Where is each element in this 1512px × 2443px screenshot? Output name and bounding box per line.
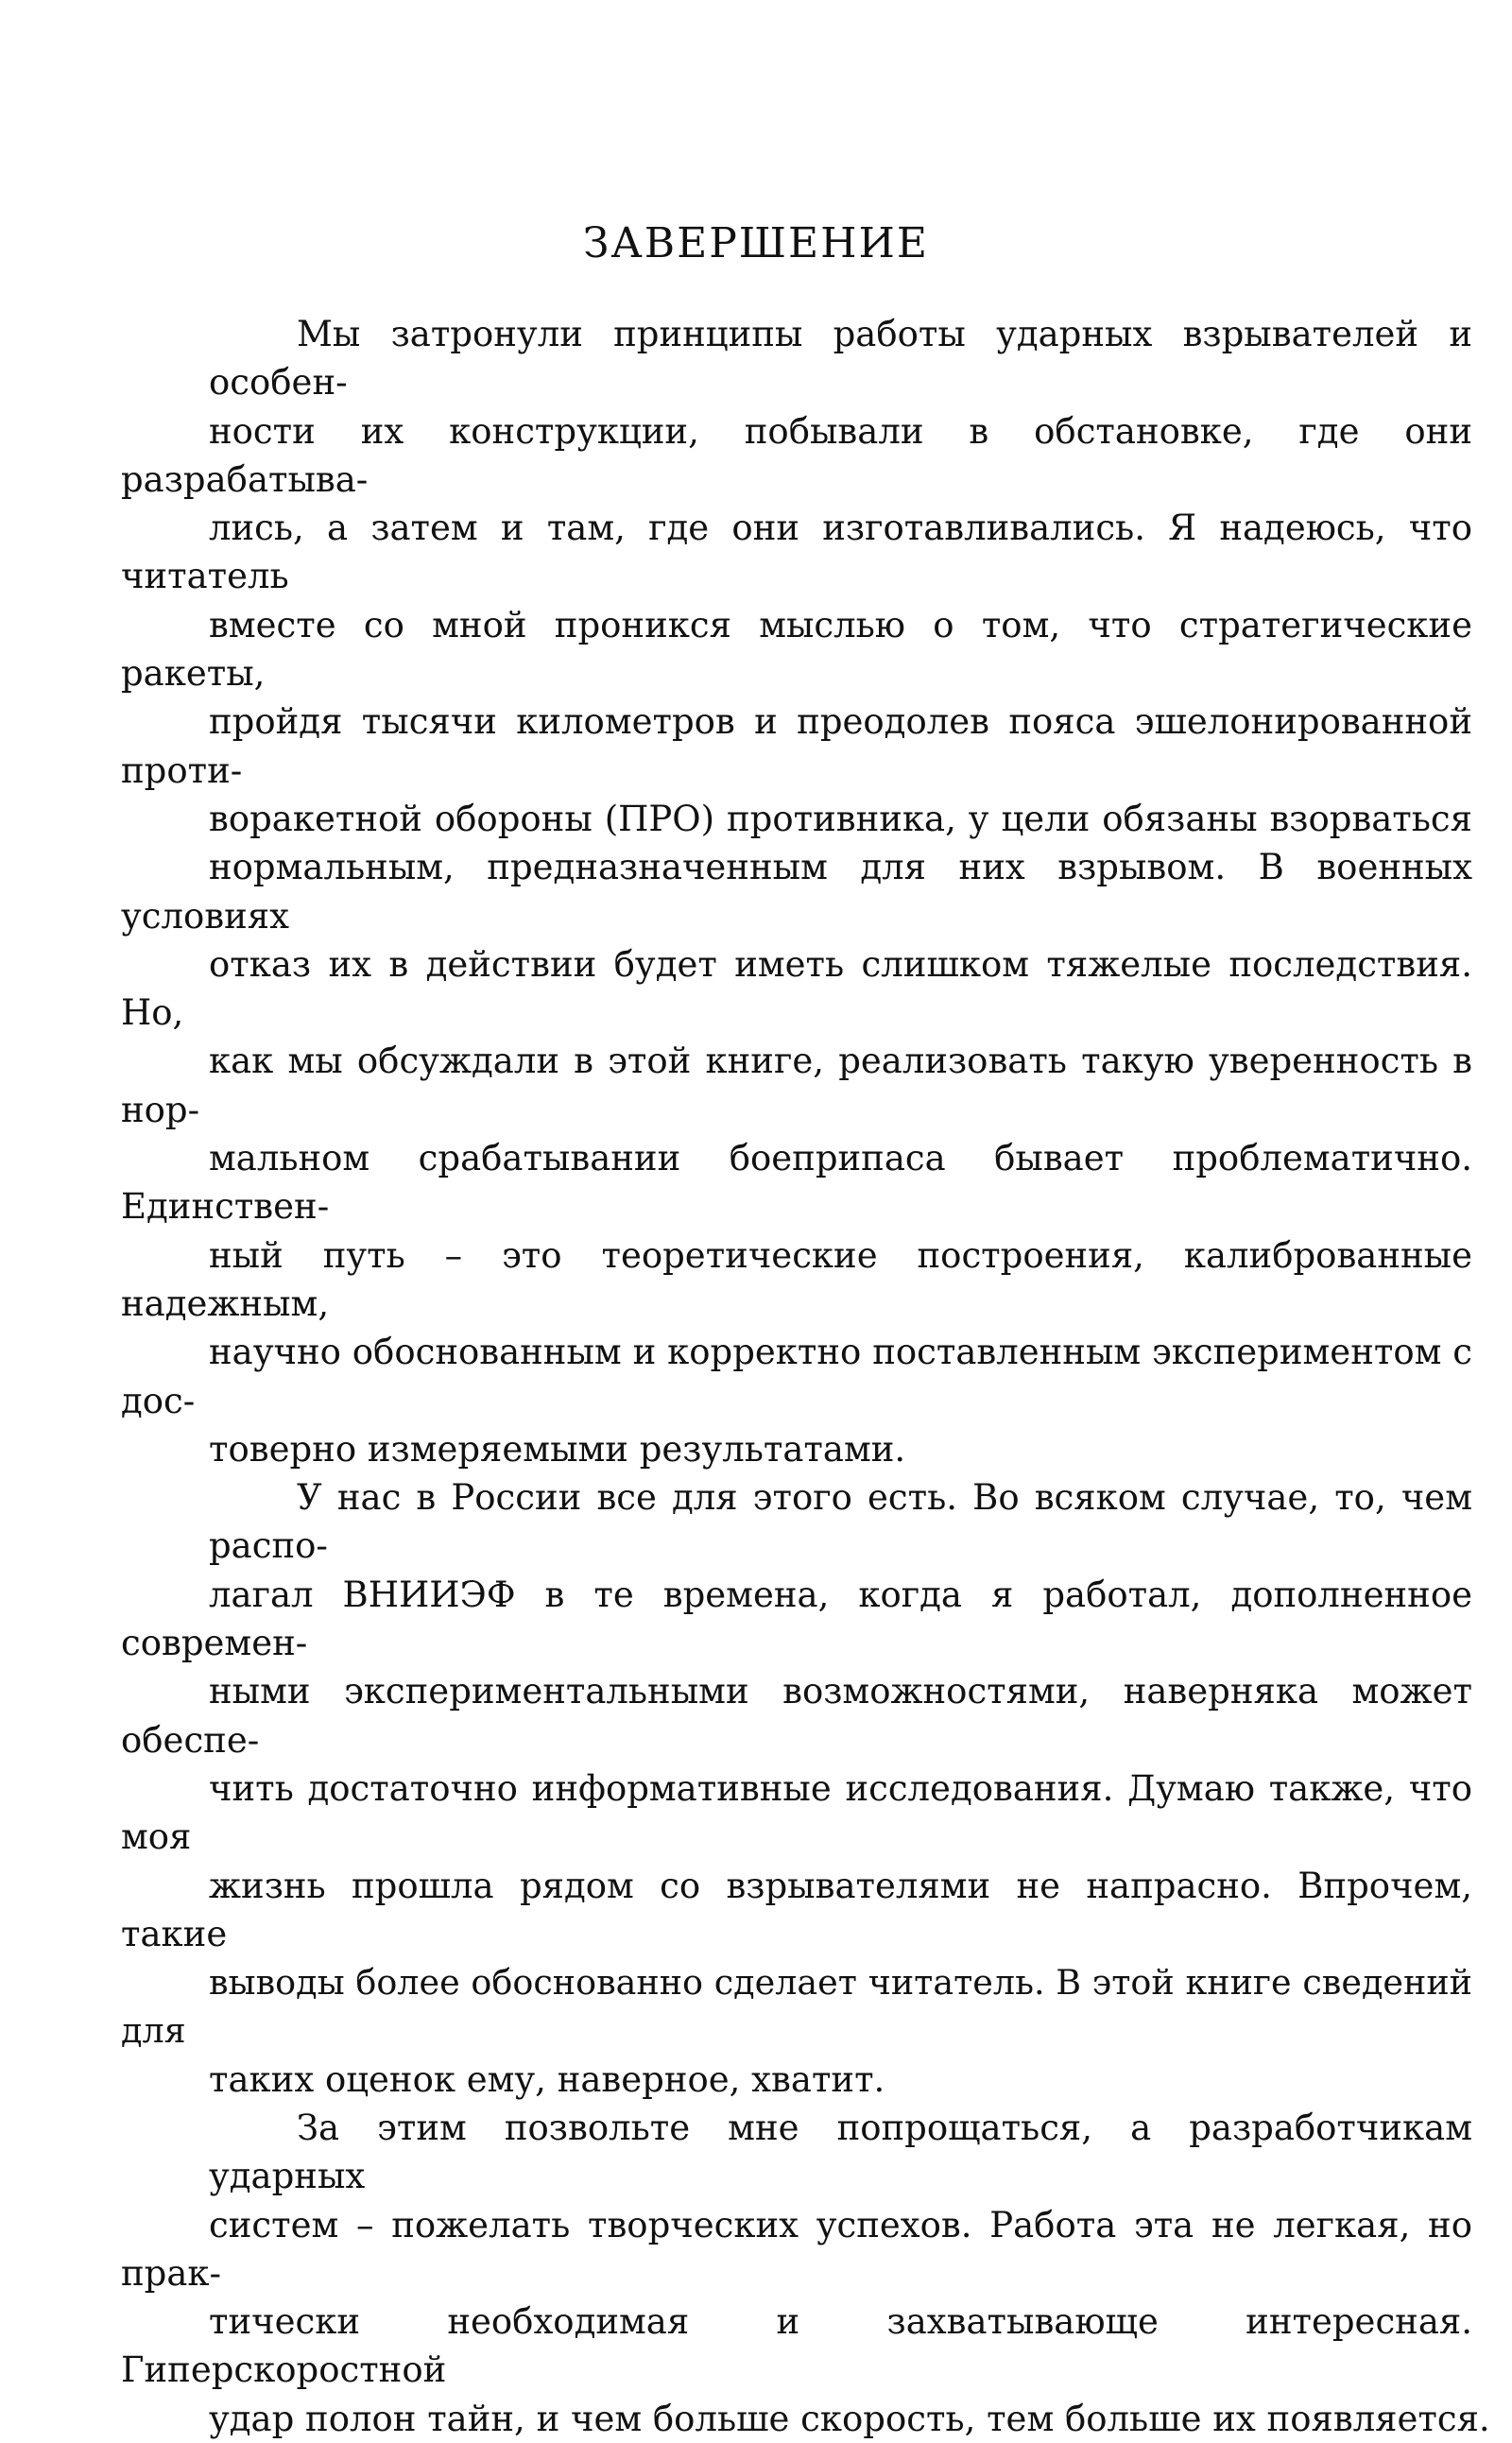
text-line: лись, а затем и там, где они изготавливались. Я надеюсь, что читатель (121, 508, 1472, 597)
text-line: За этим позвольте мне попрощаться, а разработчикам ударных (209, 2107, 1472, 2197)
text-line: нормальным, предназначенным для них взрывом. В военных условиях (121, 847, 1472, 937)
text-line: жизнь прошла рядом со взрывателями не напрасно. Впрочем, такие (121, 1865, 1472, 1954)
paragraph-3 (121, 2104, 1490, 2443)
text-line: товерно измеряемыми результатами. (209, 1428, 906, 1470)
text-line: ными экспериментальными возможностями, наверняка может обеспе- (121, 1671, 1472, 1761)
text-line: выводы более обоснованно сделает читатель. В этой книге сведений для (121, 1962, 1472, 2052)
body-text (121, 310, 1490, 2443)
text-line: воракетной обороны (ПРО) противника, у цели обязаны взорваться (209, 798, 1472, 839)
text-line: тически необходимая и захватывающе интересная. Гиперскоростной (121, 2301, 1472, 2391)
text-line: как мы обсуждали в этой книге, реализовать такую уверенность в нор- (121, 1041, 1472, 1130)
text-line: Мы затронули принципы работы ударных взрывателей и особен- (209, 314, 1472, 404)
text-line: ный путь – это теоретические построения, калиброванные надежным, (121, 1234, 1472, 1324)
paragraph-2 (121, 1473, 1472, 2104)
text-line: лагал ВНИИЭФ в те времена, когда я работал, дополненное современ- (121, 1574, 1472, 1664)
text-line: У нас в России все для этого есть. Во всяком случае, то, чем распо- (209, 1477, 1472, 1567)
text-line: систем – пожелать творческих успехов. Работа эта не легкая, но прак- (121, 2204, 1472, 2294)
text-line: ности их конструкции, побывали в обстановке, где они разрабатыва- (121, 410, 1472, 500)
text-line: чить достаточно информативные исследования. Думаю также, что моя (121, 1767, 1472, 1858)
text-line: таких оценок ему, наверное, хватит. (209, 2058, 885, 2100)
text-line: пройдя тысячи километров и преодолев пояса эшелонированной проти- (121, 701, 1472, 791)
paragraph-1 (121, 310, 1472, 1473)
chapter-title: ЗАВЕРШЕНИЕ (583, 219, 929, 267)
text-line: научно обоснованным и корректно поставленным экспериментом с дос- (121, 1332, 1472, 1421)
text-line: мальном срабатывании боеприпаса бывает проблематично. Единствен- (121, 1138, 1472, 1228)
text-line: отказ их в действии будет иметь слишком тяжелые последствия. Но, (121, 943, 1472, 1034)
text-line: вместе со мной проникся мыслью о том, что стратегические ракеты, (121, 604, 1472, 695)
text-line: удар полон тайн, и чем больше скорость, тем больше их появляется. (209, 2398, 1490, 2439)
